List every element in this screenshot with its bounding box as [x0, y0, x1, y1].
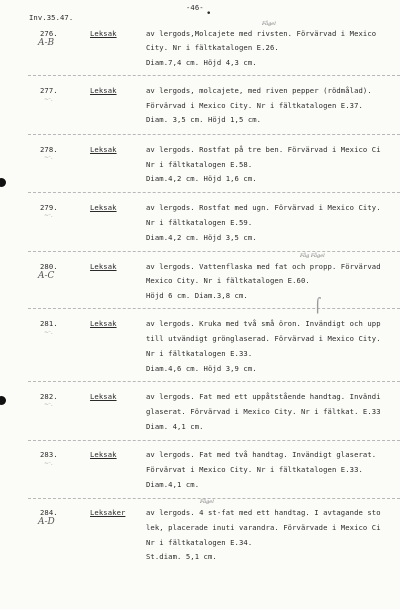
entry-line: Mexico City. Nr i fältkatalogen E.60. [146, 276, 310, 285]
entry-line: City. Nr i fältkatalogen E.26. [146, 43, 279, 52]
entry-number: 278. [40, 145, 58, 154]
entry-category: Leksak [90, 262, 117, 271]
entry-line: av lergods. Vattenflaska med fat och propp. Förvärvad [146, 262, 381, 271]
entry-number: 283. [40, 450, 58, 459]
pencil-scribble: ~·. [44, 96, 53, 103]
entry-line: Nr i fältkatalogen E.33. [146, 349, 253, 358]
entry-annotation: Fågel [262, 21, 276, 27]
pencil-scribble: ~·. [44, 329, 53, 336]
entry-number: 282. [40, 392, 58, 401]
entry-number: 284. [40, 508, 58, 517]
page-number: -46- [186, 3, 204, 12]
entry-line: Diam.7,4 cm. Höjd 4,3 cm. [146, 58, 257, 67]
entry-line: av lergods. 4 st-fat med ett handtag. I avtagande sto [146, 508, 381, 517]
entry-category: Leksak [90, 203, 117, 212]
entry-number: 279. [40, 203, 58, 212]
entry-line: Diam. 4,1 cm. [146, 422, 204, 431]
entry-line: av lergods, molcajete, med riven pepper (rödmålad). [146, 86, 372, 95]
pencil-scribble: ~·. [44, 212, 53, 219]
entry-annotation: Fågel [200, 499, 214, 505]
entry-line: av lergods,Molcajete med rivsten. Förvärvad i Mexico [146, 29, 377, 38]
margin-note: A-B [38, 38, 55, 48]
entry-line: Diam.4,1 cm. [146, 480, 200, 489]
page-number-dot: • [206, 9, 212, 19]
entry-line: Diam.4,6 cm. Höjd 3,9 cm. [146, 364, 257, 373]
entry-divider [28, 308, 400, 309]
entry-category: Leksak [90, 450, 117, 459]
entry-divider [28, 134, 400, 135]
entry-line: av lergods. Kruka med två små öron. Invändigt och upp [146, 319, 381, 328]
entry-line: av lergods. Rostfat med ugn. Förvärvad i Mexico City. [146, 203, 381, 212]
entry-line: Nr i fältkatalogen E.34. [146, 538, 253, 547]
entry-line: Förvärvat i Mexico City. Nr i fältkatalogen E.33. [146, 465, 363, 474]
entry-line: Diam.4,2 cm. Höjd 1,6 cm. [146, 174, 257, 183]
pencil-scribble: ~·. [44, 460, 53, 467]
entry-divider [28, 498, 400, 499]
entry-category: Leksak [90, 86, 117, 95]
entry-divider [28, 75, 400, 76]
entry-line: Diam. 3,5 cm. Höjd 1,5 cm. [146, 115, 262, 124]
entry-line: lek, placerade inuti varandra. Förvärvade i Mexico Ci [146, 523, 381, 532]
entry-category: Leksaker [90, 508, 126, 517]
margin-note: A-D [38, 517, 55, 527]
entry-line: av lergods. Fat med två handtag. Invändigt glaserat. [146, 450, 377, 459]
entry-number: 277. [40, 86, 58, 95]
pencil-mark: ⌠ [314, 298, 322, 314]
pencil-scribble: ~·. [44, 401, 53, 408]
entry-category: Leksak [90, 29, 117, 38]
entry-divider [28, 192, 400, 193]
entry-line: Nr i fältkatalogen E.59. [146, 218, 253, 227]
entry-divider [28, 381, 400, 382]
entry-number: 280. [40, 262, 58, 271]
entry-number: 276. [40, 29, 58, 38]
entry-divider [28, 440, 400, 441]
entry-line: glaserat. Förvärvad i Mexico City. Nr i fältkat. E.33 [146, 407, 381, 416]
entry-line: Höjd 6 cm. Diam.3,8 cm. [146, 291, 248, 300]
binder-hole-top [0, 178, 6, 187]
entry-line: av lergods. Rostfat på tre ben. Förvärvad i Mexico Ci [146, 145, 381, 154]
entry-annotation: Fåg Fågel [300, 253, 325, 259]
pencil-scribble: ~·. [44, 154, 53, 161]
entry-line: Förvärvad i Mexico City. Nr i fältkatalogen E.37. [146, 101, 363, 110]
entry-line: till utvändigt grönglaserad. Förvärvad i Mexico City. [146, 334, 381, 343]
binder-hole-bottom [0, 396, 6, 405]
entry-category: Leksak [90, 392, 117, 401]
entry-line: Nr i fältkatalogen E.58. [146, 160, 253, 169]
entry-category: Leksak [90, 145, 117, 154]
margin-note: A-C [38, 271, 55, 281]
entry-category: Leksak [90, 319, 117, 328]
entry-divider [28, 251, 400, 252]
entry-number: 281. [40, 319, 58, 328]
entry-line: Diam.4,2 cm. Höjd 3,5 cm. [146, 233, 257, 242]
inventory-number: Inv.35.47. [29, 13, 74, 22]
entry-line: St.diam. 5,1 cm. [146, 552, 217, 561]
entry-line: av lergods. Fat med ett uppåtstående handtag. Invändi [146, 392, 381, 401]
